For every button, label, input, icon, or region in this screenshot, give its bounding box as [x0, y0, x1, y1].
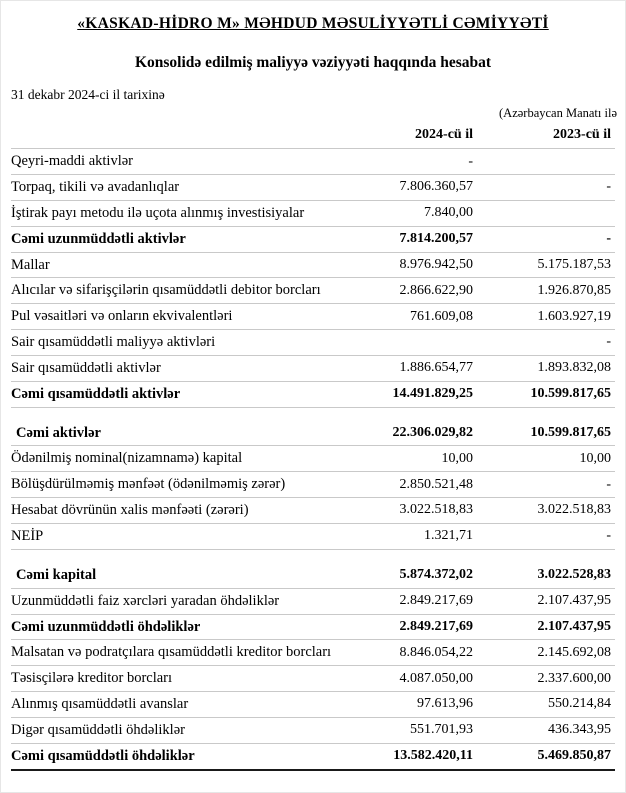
value-2023: 10,00	[579, 450, 611, 466]
report-title: Konsolidə edilmiş maliyyə vəziyyəti haqqında hesabat	[134, 54, 492, 71]
table-row	[11, 356, 615, 382]
table-row	[11, 524, 615, 550]
value-2024: 5.874.372,02	[399, 567, 473, 583]
value-2023: 10.599.817,65	[530, 386, 611, 402]
value-2024: 22.306.029,82	[392, 424, 473, 440]
value-2024: 551.701,93	[410, 722, 473, 738]
value-2024: -	[468, 153, 473, 169]
value-2023: 2.337.600,00	[537, 670, 611, 686]
value-2024: 1.321,71	[424, 528, 473, 544]
table-row	[11, 589, 615, 615]
value-2023: 3.022.518,83	[537, 502, 611, 518]
value-2024: 7.806.360,57	[399, 179, 473, 195]
value-2023: 1.893.832,08	[537, 360, 611, 376]
row-label: Mallar	[11, 256, 50, 273]
row-label: Təsisçilərə kreditor borcları	[11, 670, 173, 687]
value-2023: 1.603.927,19	[537, 308, 611, 324]
row-label: Sair qısamüddətli maliyyə aktivləri	[11, 334, 216, 351]
column-header-2024: 2024-cü il	[415, 127, 473, 142]
row-label: Cəmi qısamüddətli aktivlər	[11, 385, 181, 402]
value-2023: 1.926.870,85	[537, 282, 611, 298]
table-row	[11, 149, 615, 175]
value-2023: 2.107.437,95	[537, 593, 611, 609]
value-2024: 761.609,08	[410, 308, 473, 324]
row-label: NEİP	[11, 528, 44, 544]
table-row	[11, 175, 615, 201]
table-row	[11, 304, 615, 330]
row-label: İştirak payı metodu ilə uçota alınmış investisiyalar	[11, 204, 305, 221]
value-2023: 2.107.437,95	[537, 618, 611, 634]
value-2024: 7.814.200,57	[399, 231, 473, 247]
currency-note: (Azərbaycan Manatı ilə	[499, 106, 617, 120]
company-title: «KASKAD-HİDRO M» MƏHDUD MƏSULİYYƏTLİ CƏMİYYƏTİ	[77, 15, 549, 32]
row-label: Cəmi kapital	[16, 566, 97, 583]
value-2024: 14.491.829,25	[392, 386, 473, 402]
row-label: Bölüşdürülməmiş mənfəət (ödənilməmiş zərər)	[11, 476, 286, 493]
value-2023: -	[606, 528, 611, 544]
value-2024: 4.087.050,00	[399, 670, 473, 686]
table-row	[11, 615, 615, 641]
table-row	[11, 718, 615, 744]
table-row	[11, 382, 615, 408]
table-header-row	[11, 123, 615, 149]
value-2023: 3.022.528,83	[537, 567, 611, 583]
value-2023: 5.175.187,53	[537, 256, 611, 272]
table-row	[11, 498, 615, 524]
value-2024: 8.976.942,50	[399, 256, 473, 272]
value-2024: 2.849.217,69	[399, 618, 473, 634]
row-label: Digər qısamüddətli öhdəliklər	[11, 721, 185, 738]
value-2024: 97.613,96	[417, 696, 473, 712]
table-row	[11, 472, 615, 498]
table-row	[11, 692, 615, 718]
value-2023: -	[606, 179, 611, 195]
table-row	[11, 201, 615, 227]
table-row	[11, 563, 615, 589]
table-row	[11, 666, 615, 692]
row-label: Sair qısamüddətli aktivlər	[11, 359, 161, 376]
value-2023: 550.214,84	[548, 696, 611, 712]
row-label: Ödənilmiş nominal(nizamnamə) kapital	[11, 450, 243, 467]
value-2023: 10.599.817,65	[530, 424, 611, 440]
value-2023: 436.343,95	[548, 722, 611, 738]
report-date-line: 31 dekabr 2024-ci il tarixinə	[11, 87, 165, 102]
table-row	[11, 446, 615, 472]
row-label: Cəmi aktivlər	[16, 424, 101, 441]
value-2023: -	[606, 476, 611, 492]
row-label: Cəmi qısamüddətli öhdəliklər	[11, 747, 195, 764]
row-label: Alınmış qısamüddətli avanslar	[11, 696, 189, 713]
table-row	[11, 278, 615, 304]
table-row	[11, 227, 615, 253]
row-label: Torpaq, tikili və avadanlıqlar	[11, 179, 180, 196]
row-label: Pul vəsaitləri və onların ekvivalentləri	[11, 308, 233, 325]
value-2023: -	[606, 334, 611, 350]
column-header-2023: 2023-cü il	[553, 127, 611, 142]
table-row	[11, 640, 615, 666]
value-2024: 1.886.654,77	[399, 360, 473, 376]
row-label: Uzunmüddətli faiz xərcləri yaradan öhdəliklər	[11, 592, 280, 609]
value-2024: 2.850.521,48	[399, 476, 473, 492]
table-row	[11, 330, 615, 356]
value-2024: 7.840,00	[424, 205, 473, 221]
table-row	[11, 744, 615, 771]
table-row	[11, 421, 615, 447]
value-2023: 2.145.692,08	[537, 644, 611, 660]
row-label: Malsatan və podratçılara qısamüddətli kreditor borcları	[11, 644, 332, 661]
row-label: Hesabat dövrünün xalis mənfəəti (zərəri)	[11, 502, 249, 519]
table-row	[11, 253, 615, 279]
value-2023: -	[606, 231, 611, 247]
value-2024: 13.582.420,11	[393, 748, 473, 764]
value-2024: 2.849.217,69	[399, 593, 473, 609]
value-2024: 3.022.518,83	[399, 502, 473, 518]
row-label: Qeyri-maddi aktivlər	[11, 153, 133, 170]
value-2024: 8.846.054,22	[399, 644, 473, 660]
row-label: Cəmi uzunmüddətli öhdəliklər	[11, 618, 201, 635]
row-label: Cəmi uzunmüddətli aktivlər	[11, 230, 186, 247]
value-2023: 5.469.850,87	[537, 748, 611, 764]
value-2024: 2.866.622,90	[399, 282, 473, 298]
report-table-body	[11, 149, 615, 770]
value-2024: 10,00	[441, 450, 473, 466]
row-label: Alıcılar və sifarişçilərin qısamüddətli debitor borcları	[11, 282, 321, 299]
